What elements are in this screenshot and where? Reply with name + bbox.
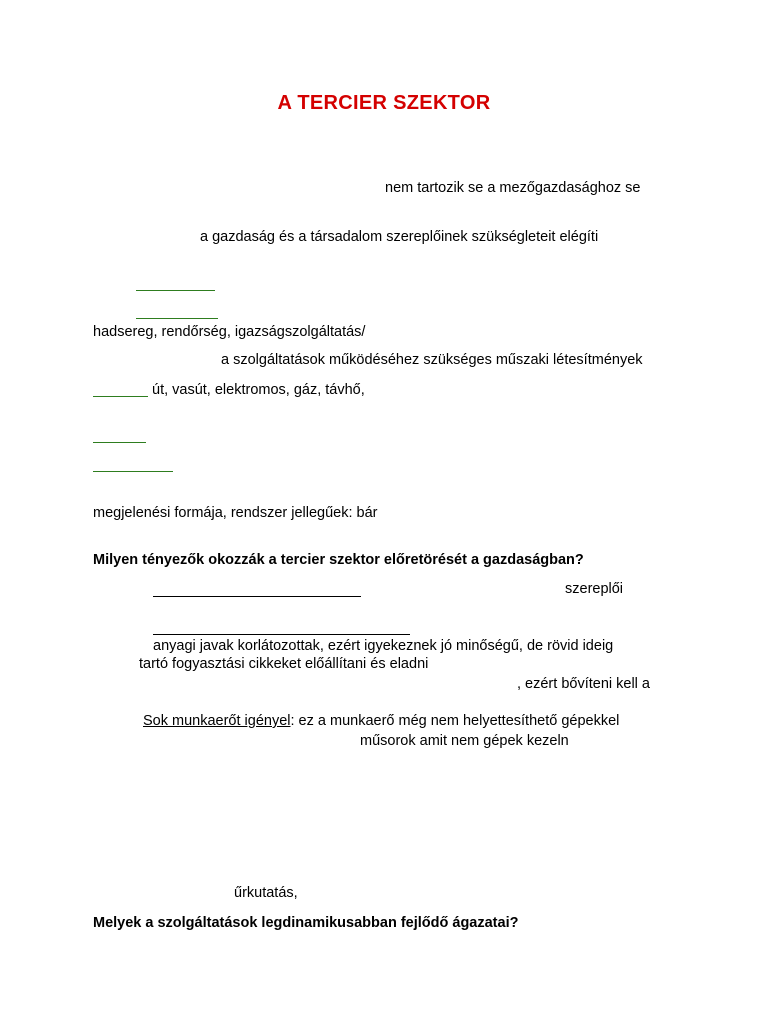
text-line: a szolgáltatások működéséhez szükséges műszaki létesítmények bbox=[221, 352, 643, 368]
question-heading: Milyen tényezők okozzák a tercier szektor előretörését a gazdaságban? bbox=[93, 552, 584, 568]
text-line: megjelenési formája, rendszer jellegűek: bár bbox=[93, 505, 378, 521]
text-line: út, vasút, elektromos, gáz, távhő, bbox=[152, 382, 365, 398]
text-line: tartó fogyasztási cikkeket előállítani és eladni bbox=[139, 656, 429, 672]
text-line: szereplői bbox=[565, 581, 624, 597]
text-line: anyagi javak korlátozottak, ezért igyekeznek jó minőségű, de rövid ideig bbox=[153, 638, 614, 654]
text-line: űrkutatás, bbox=[234, 885, 298, 901]
blank-line bbox=[136, 290, 215, 291]
blank-line bbox=[136, 318, 218, 319]
text-segment: : ez a munkaerő még nem helyettesíthető gépekkel bbox=[290, 713, 620, 729]
blank-line bbox=[93, 471, 173, 472]
blank-line bbox=[93, 396, 148, 397]
text-line: műsorok amit nem gépek kezeln bbox=[360, 733, 569, 749]
underlined-phrase: Sok munkaerőt igényel bbox=[143, 713, 291, 729]
blank-line bbox=[153, 596, 361, 597]
text-line: nem tartozik se a mezőgazdasághoz se bbox=[385, 180, 641, 196]
blank-line bbox=[153, 634, 410, 635]
text-line bbox=[143, 712, 619, 730]
text-line: a gazdaság és a társadalom szereplőinek szükségleteit elégíti bbox=[200, 229, 599, 245]
question-heading: Melyek a szolgáltatások legdinamikusabban fejlődő ágazatai? bbox=[93, 915, 519, 931]
page-title: A TERCIER SZEKTOR bbox=[277, 92, 491, 114]
blank-line bbox=[93, 442, 146, 443]
text-line: hadsereg, rendőrség, igazságszolgáltatás/ bbox=[93, 324, 366, 340]
text-line: , ezért bővíteni kell a bbox=[517, 676, 650, 692]
